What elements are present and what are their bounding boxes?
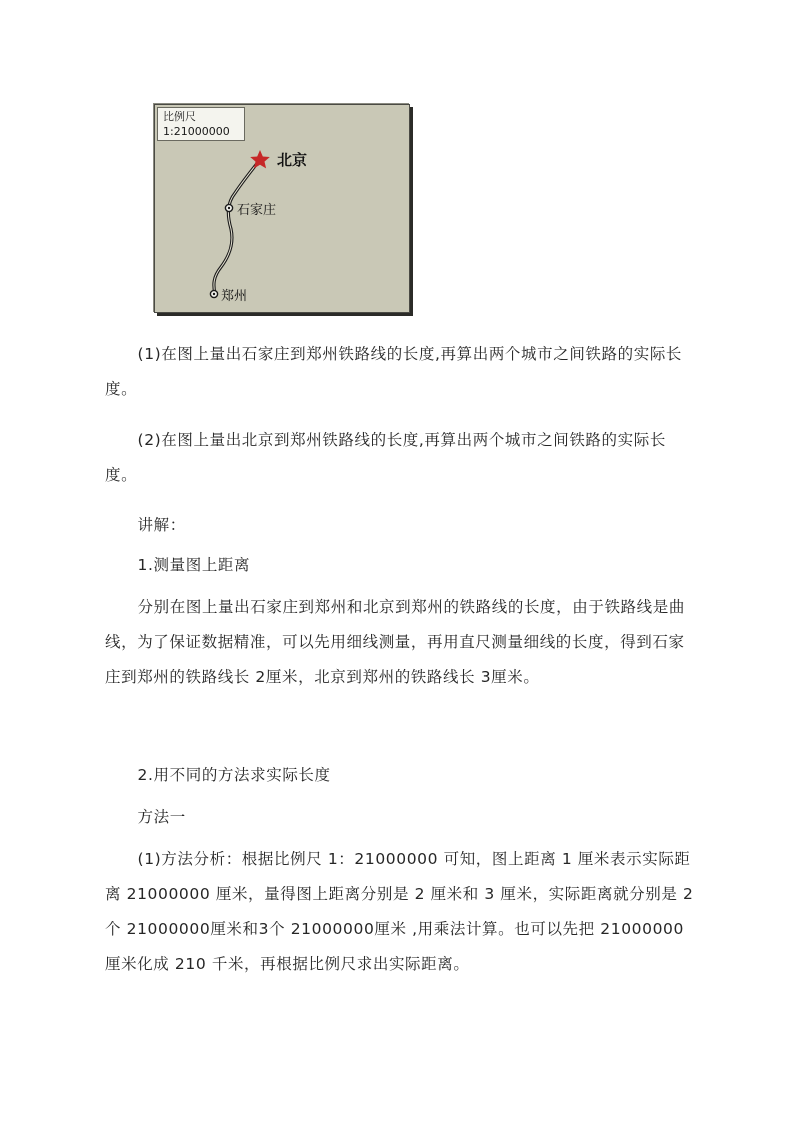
question-1: (1)在图上量出石家庄到郑州铁路线的长度,再算出两个城市之间铁路的实际长度。 — [105, 345, 683, 398]
city-label-zhengzhou: 郑州 — [221, 289, 248, 304]
step-1-body: 分别在图上量出石家庄到郑州和北京到郑州的铁路线的长度，由于铁路线是曲线，为了保证数据精准，可以先用细线测量，再用直尺测量细线的长度，得到石家庄到郑州的铁路线长 2厘米，北京到郑州的铁路线长 3厘米。 — [105, 598, 685, 686]
scale-value: 1:21000000 — [163, 125, 230, 138]
step-2-title: 2.用不同的方法求实际长度 — [137, 766, 331, 784]
city-label-shijiazhuang: 石家庄 — [237, 203, 277, 218]
railway-line-highlight — [214, 161, 259, 294]
scale-legend — [157, 107, 245, 141]
step-1-title: 1.测量图上距离 — [137, 556, 251, 574]
question-2: (2)在图上量出北京到郑州铁路线的长度,再算出两个城市之间铁路的实际长度。 — [105, 431, 666, 484]
star-icon — [250, 150, 270, 168]
explain-heading: 讲解： — [137, 516, 186, 534]
railway-line — [214, 161, 259, 294]
railway-map — [154, 104, 410, 313]
city-label-beijing: 北京 — [277, 151, 308, 169]
method-1-title: 方法一 — [137, 808, 186, 826]
scale-title: 比例尺 — [163, 110, 196, 123]
method-1-body: (1)方法分析：根据比例尺 1：21000000 可知，图上距离 1 厘米表示实际距离 21000000 厘米，量得图上距离分别是 2 厘米和 3 厘米，实际距离就分别是 2个 21000000厘米和3个 21000000厘米 ,用乘法计算。也可以先把 21000000 厘米化成 210 千米，再根据比例尺求出实际距离。 — [105, 850, 694, 973]
